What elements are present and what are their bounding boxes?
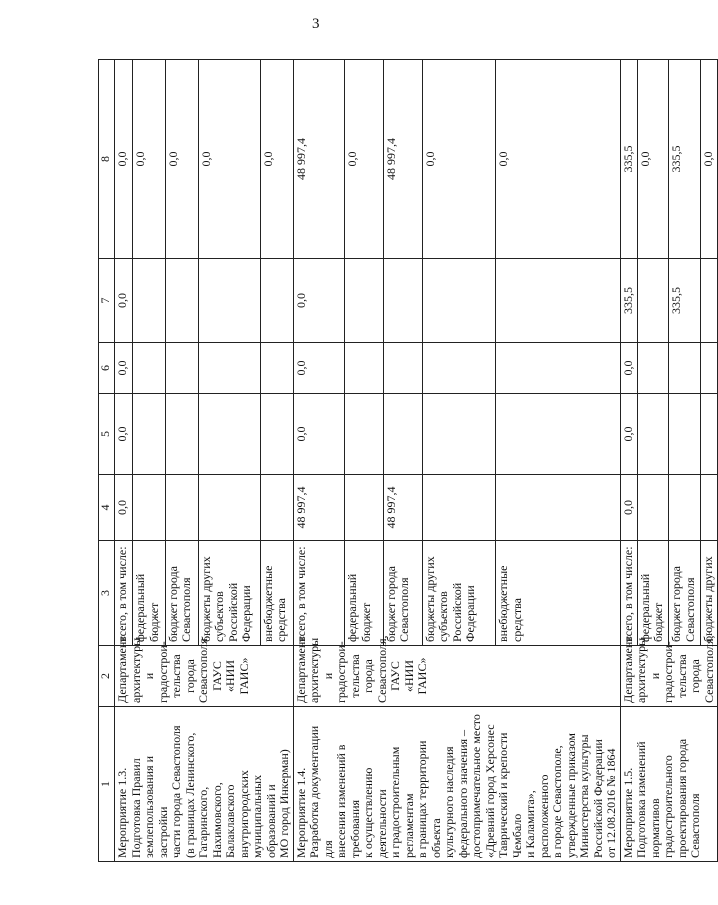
page-number: 3 (312, 16, 320, 32)
column-header: 3 (99, 541, 115, 646)
value-cell (669, 475, 700, 541)
value-cell (165, 475, 198, 541)
value-cell (260, 343, 293, 394)
value-cell (637, 259, 668, 343)
value-cell (198, 394, 260, 475)
column-header: 8 (99, 60, 115, 259)
value-cell: 48 997,4 (293, 475, 345, 541)
source-cell: бюджеты других субъектов Российской Федерации (198, 541, 260, 646)
value-cell (165, 259, 198, 343)
table-row (115, 60, 133, 862)
column-header: 7 (99, 259, 115, 343)
value-cell: 0,0 (198, 60, 260, 259)
source-cell: федеральный бюджет (133, 541, 166, 646)
value-cell: 0,0 (165, 60, 198, 259)
value-cell (669, 394, 700, 475)
value-cell: 0,0 (293, 394, 345, 475)
value-cell: 0,0 (620, 475, 637, 541)
value-cell (669, 343, 700, 394)
value-cell: 48 997,4 (293, 60, 345, 259)
value-cell (422, 343, 496, 394)
column-header: 1 (99, 707, 115, 862)
value-cell: 0,0 (620, 394, 637, 475)
source-cell: внебюджетные средства (260, 541, 293, 646)
value-cell: 335,5 (669, 259, 700, 343)
value-cell (383, 343, 422, 394)
measure-cell: Мероприятие 1.3. Подготовка Правил землепользования и застройки части города Севастополя (в границах Ленинского, Гагаринского, Нахимовского, Балаклавского внутригородских муниципальных образований и МО город Инкерман) (115, 707, 294, 862)
value-cell (345, 394, 384, 475)
header-row (99, 60, 115, 862)
value-cell (700, 259, 717, 343)
value-cell: 0,0 (115, 475, 133, 541)
source-cell: внебюджетные средства (496, 541, 620, 646)
source-cell: бюджет города Севастополя (165, 541, 198, 646)
value-cell (260, 475, 293, 541)
executor-cell: Департамент архитектуры и градострои- тельства города Севастополя, ГАУС «НИИ ГАИС» (115, 646, 294, 707)
value-cell: 0,0 (422, 60, 496, 259)
value-cell (345, 343, 384, 394)
value-cell: 0,0 (496, 60, 620, 259)
source-cell: федеральный бюджет (637, 541, 668, 646)
value-cell (383, 259, 422, 343)
value-cell (345, 259, 384, 343)
executor-cell: Департамент архитектуры и градострои- тельства города Севастополя, (620, 646, 718, 707)
measure-cell: Мероприятие 1.4. Разработка документации для внесения изменений в требования к осуществлению деятельности и градостроительным регламентам в границах территории объекта культурного наследия федерального значения – достопримечательное место «Древний город Херсонес Таврический и крепости Чембало и Каламита», расположенного в городе Севастополе, утвержденные приказом Министерства культуры Российской Федерации от 12.08.2016 № 1864 (293, 707, 620, 862)
value-cell (133, 475, 166, 541)
source-cell: всего, в том числе: (115, 541, 133, 646)
value-cell: 0,0 (133, 60, 166, 259)
column-header: 5 (99, 394, 115, 475)
value-cell (637, 394, 668, 475)
column-header: 6 (99, 343, 115, 394)
value-cell: 0,0 (637, 60, 668, 259)
value-cell: 335,5 (620, 60, 637, 259)
value-cell: 0,0 (115, 60, 133, 259)
value-cell: 335,5 (669, 60, 700, 259)
column-header: 4 (99, 475, 115, 541)
value-cell (198, 259, 260, 343)
value-cell (198, 475, 260, 541)
value-cell (496, 394, 620, 475)
executor-cell: Департамент архитектуры и градострои- тельства города Севастополя, ГАУС «НИИ ГАИС» (293, 646, 620, 707)
value-cell (260, 394, 293, 475)
measure-cell: Мероприятие 1.5. Подготовка изменений нормативов градостроительного проектирования города Севастополя (620, 707, 718, 862)
value-cell: 0,0 (700, 60, 717, 259)
source-cell: бюджеты других субъектов Российской Федерации (422, 541, 496, 646)
source-cell: бюджет города Севастополя (383, 541, 422, 646)
value-cell (700, 475, 717, 541)
source-cell: бюджет города Севастополя (669, 541, 700, 646)
value-cell (260, 259, 293, 343)
value-cell: 0,0 (345, 60, 384, 259)
source-cell: федеральный бюджет (345, 541, 384, 646)
value-cell (700, 343, 717, 394)
value-cell: 0,0 (293, 259, 345, 343)
value-cell (422, 259, 496, 343)
value-cell: 335,5 (620, 259, 637, 343)
value-cell (198, 343, 260, 394)
value-cell (165, 343, 198, 394)
value-cell: 0,0 (293, 343, 345, 394)
value-cell (637, 475, 668, 541)
source-cell: бюджеты других (700, 541, 717, 646)
value-cell: 0,0 (115, 259, 133, 343)
value-cell: 0,0 (115, 394, 133, 475)
value-cell (422, 394, 496, 475)
value-cell (133, 394, 166, 475)
source-cell: всего, в том числе: (620, 541, 637, 646)
value-cell (496, 343, 620, 394)
funding-table (98, 59, 718, 862)
value-cell (496, 259, 620, 343)
value-cell: 48 997,4 (383, 60, 422, 259)
value-cell: 0,0 (260, 60, 293, 259)
value-cell (422, 475, 496, 541)
table-row (620, 60, 637, 862)
value-cell: 48 997,4 (383, 475, 422, 541)
value-cell (133, 343, 166, 394)
value-cell (700, 394, 717, 475)
value-cell (345, 475, 384, 541)
value-cell: 0,0 (620, 343, 637, 394)
value-cell (496, 475, 620, 541)
rotated-table-frame (98, 60, 716, 862)
table-row (293, 60, 345, 862)
value-cell: 0,0 (115, 343, 133, 394)
rotated-table-content (98, 60, 716, 862)
value-cell (383, 394, 422, 475)
value-cell (637, 343, 668, 394)
column-header: 2 (99, 646, 115, 707)
source-cell: всего, в том числе: (293, 541, 345, 646)
value-cell (165, 394, 198, 475)
value-cell (133, 259, 166, 343)
